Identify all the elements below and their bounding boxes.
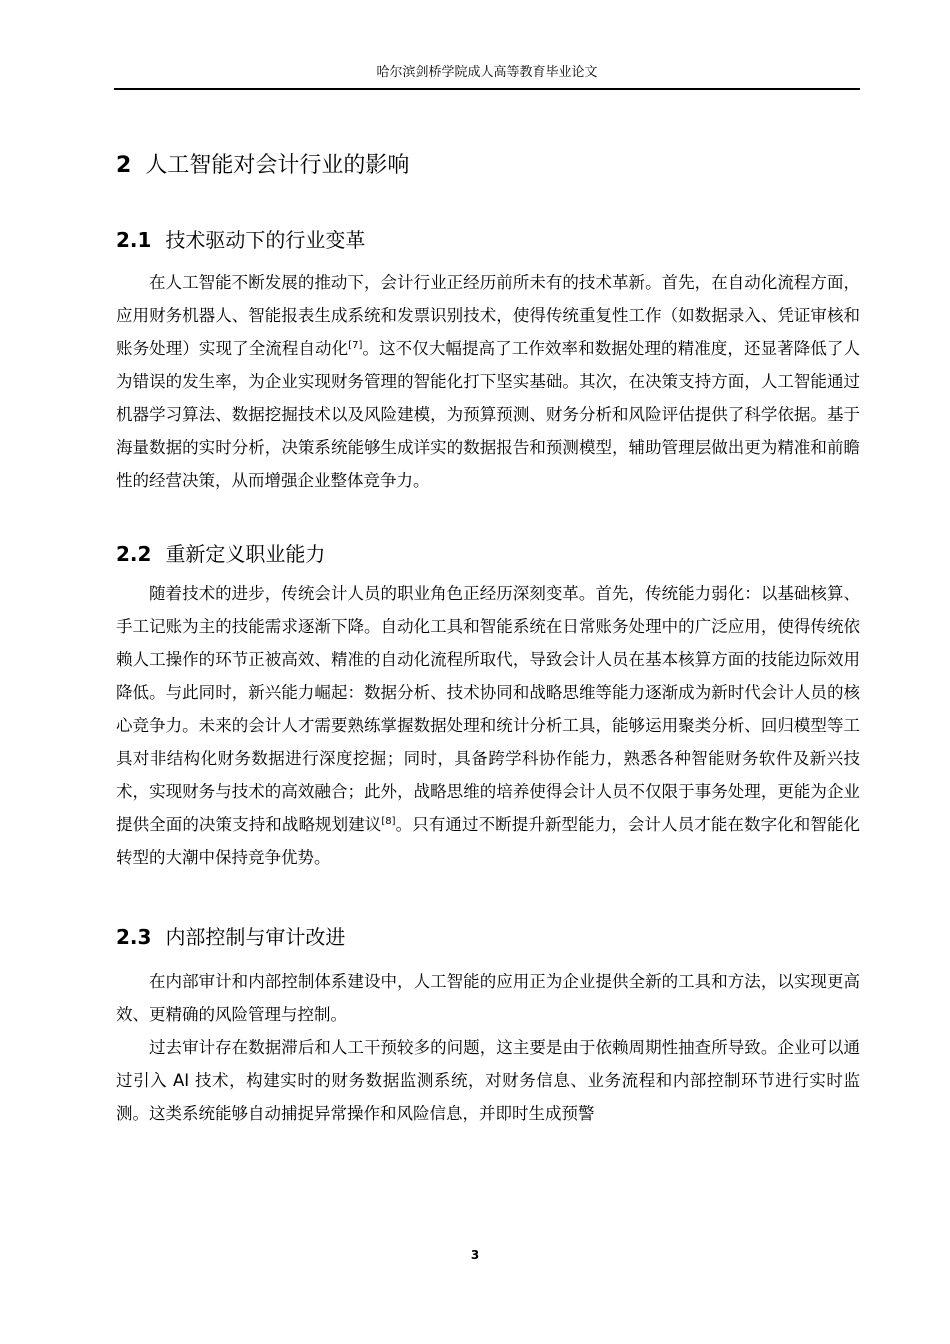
citation: [7] [348, 340, 363, 351]
section-heading-2-3 [116, 922, 345, 952]
chapter-number: 2 [116, 153, 132, 178]
section-heading-2-2 [116, 539, 325, 569]
header-rule [114, 88, 860, 90]
page-number: 3 [470, 1248, 480, 1262]
section-heading-2-1 [116, 225, 365, 255]
section-title-text: 内部控制与审计改进 [165, 925, 346, 949]
paragraph: 随着技术的进步，传统会计人员的职业角色正经历深刻变革。首先，传统能力弱化：以基础核算、手工记账为主的技能需求逐渐下降。自动化工具和智能系统在日常账务处理中的广泛应用，使得传统依赖人工操作的环节正被高效、精准的自动化流程所取代，导致会计人员在基本核算方面的技能边际效用降低。与此同时，新兴能力崛起：数据分析、技术协同和战略思维等能力逐渐成为新时代会计人员的核心竞争力。未来的会计人才需要熟练掌握数据处理和统计分析工具，能够运用聚类分析、回归模型等工具对非结构化财务数据进行深度挖掘；同时，具备跨学科协作能力，熟悉各种智能财务软件及新兴技术，实现财务与技术的高效融合；此外，战略思维的培养使得会计人员不仅限于事务处理，更能为企业提供全面的决策支持和战略规划建议[8]。只有通过不断提升新型能力，会计人员才能在数字化和智能化转型的大潮中保持竞争优势。 [116, 584, 861, 867]
citation: [8] [381, 816, 396, 827]
running-header: 哈尔滨剑桥学院成人高等教育毕业论文 [376, 65, 598, 80]
section-number: 2.3 [116, 925, 152, 949]
section-title-text: 重新定义职业能力 [165, 542, 326, 566]
section-number: 2.1 [116, 228, 152, 252]
chapter-title-text: 人工智能对会计行业的影响 [145, 153, 410, 178]
paragraph: 在人工智能不断发展的推动下，会计行业正经历前所未有的技术革新。首先，在自动化流程方面，应用财务机器人、智能报表生成系统和发票识别技术，使得传统重复性工作（如数据录入、凭证审核和账务处理）实现了全流程自动化[7]。这不仅大幅提高了工作效率和数据处理的精准度，还显著降低了人为错误的发生率，为企业实现财务管理的智能化打下坚实基础。其次，在决策支持方面，人工智能通过机器学习算法、数据挖掘技术以及风险建模，为预算预测、财务分析和风险评估提供了科学依据。基于海量数据的实时分析，决策系统能够生成详实的数据报告和预测模型，辅助管理层做出更为精准和前瞻性的经营决策，从而增强企业整体竞争力。 [116, 273, 861, 490]
paragraph: 过去审计存在数据滞后和人工干预较多的问题，这主要是由于依赖周期性抽查所导致。企业可以通过引入 AI 技术，构建实时的财务数据监测系统，对财务信息、业务流程和内部控制环节进行实时监测。这类系统能够自动捕捉异常操作和风险信息，并即时生成预警 [116, 1038, 860, 1123]
section-title-text: 技术驱动下的行业变革 [165, 228, 366, 252]
section-number: 2.2 [116, 542, 152, 566]
chapter-title [116, 148, 409, 184]
paragraph: 在内部审计和内部控制体系建设中，人工智能的应用正为企业提供全新的工具和方法，以实现更高效、更精确的风险管理与控制。 [116, 972, 860, 1024]
